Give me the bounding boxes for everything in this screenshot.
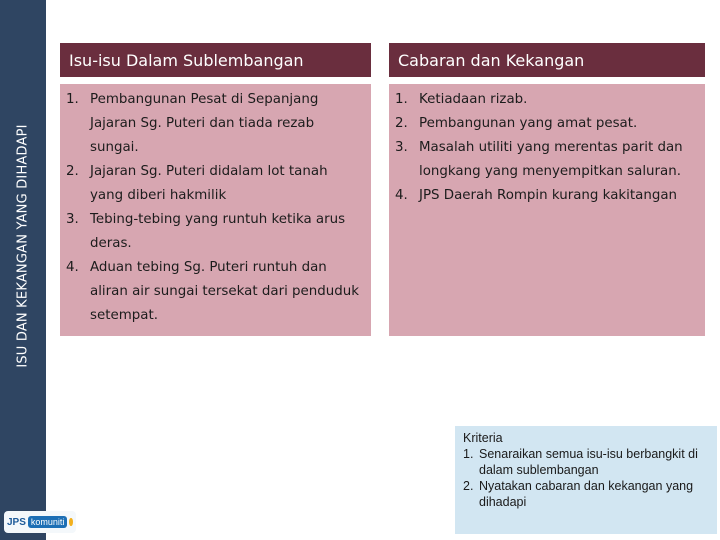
issues-panel (60, 84, 371, 336)
issue-number: 2. (66, 164, 79, 179)
issue-text: Aduan tebing Sg. Puteri runtuh dan aliran air sungai tersekat dari penduduk setempat. (90, 260, 360, 323)
logo-dot-icon (69, 518, 73, 526)
logo-komuniti-text: komuniti (28, 516, 68, 528)
challenge-text: Ketiadaan rizab. (419, 92, 528, 107)
issue-item (66, 88, 361, 160)
issue-item (66, 208, 361, 256)
criteria-title: Kriteria (463, 431, 503, 445)
challenge-text: Masalah utiliti yang merentas parit dan longkang yang menyempitkan saluran. (419, 140, 683, 179)
challenge-item (395, 184, 695, 208)
sidebar-title: ISU DAN KEKANGAN YANG DIHADAPI (15, 124, 31, 368)
criteria-number: 2. (463, 479, 474, 493)
challenge-number: 1. (395, 92, 408, 107)
issue-item (66, 160, 361, 208)
challenge-number: 3. (395, 140, 408, 155)
jps-komuniti-logo (4, 511, 76, 533)
challenge-text: JPS Daerah Rompin kurang kakitangan (419, 188, 678, 203)
challenge-item (395, 112, 695, 136)
issue-number: 1. (66, 92, 79, 107)
challenge-number: 4. (395, 188, 408, 203)
challenge-item (395, 88, 695, 112)
criteria-box (455, 426, 717, 534)
criteria-item (463, 478, 711, 510)
issue-text: Pembangunan Pesat di Sepanjang Jajaran Sg. Puteri dan tiada rezab sungai. (90, 92, 319, 155)
issue-number: 3. (66, 212, 79, 227)
criteria-item (463, 446, 711, 478)
criteria-text: Senaraikan semua isu-isu berbangkit di dalam sublembangan (479, 447, 698, 477)
issues-header: Isu-isu Dalam Sublembangan (60, 43, 371, 77)
issue-text: Tebing-tebing yang runtuh ketika arus deras. (90, 212, 346, 251)
logo-jps-text: JPS (7, 516, 26, 528)
issue-text: Jajaran Sg. Puteri didalam lot tanah yang diberi hakmilik (90, 164, 328, 203)
issue-item (66, 256, 361, 328)
sidebar (0, 0, 46, 540)
challenge-text: Pembangunan yang amat pesat. (419, 116, 638, 131)
challenges-header: Cabaran dan Kekangan (389, 43, 705, 77)
challenge-item (395, 136, 695, 184)
issue-number: 4. (66, 260, 79, 275)
challenge-number: 2. (395, 116, 408, 131)
criteria-number: 1. (463, 447, 474, 461)
challenges-panel (389, 84, 705, 336)
criteria-text: Nyatakan cabaran dan kekangan yang dihadapi (479, 479, 694, 509)
